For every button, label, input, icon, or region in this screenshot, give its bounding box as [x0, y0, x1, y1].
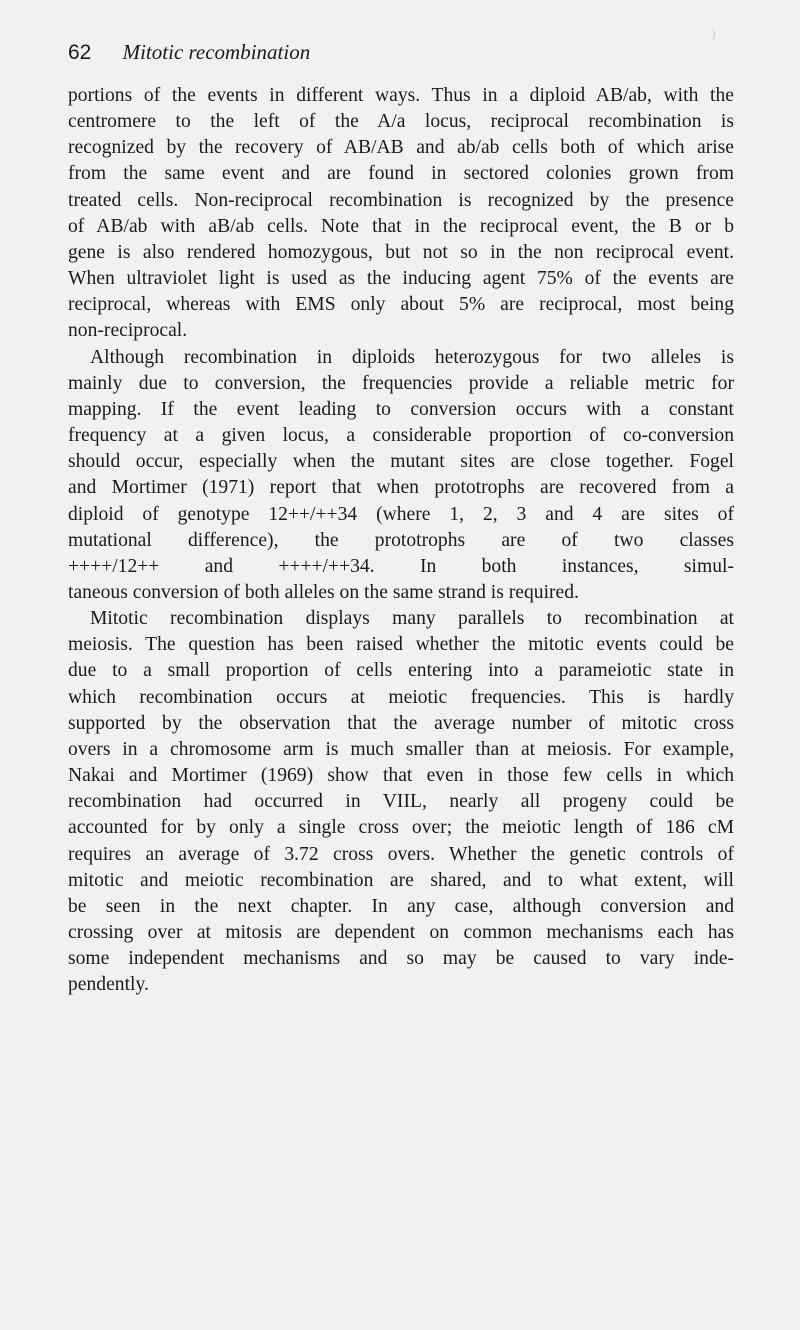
text-line: mapping. If the event leading to conversion occurs with a constant: [68, 398, 734, 420]
text-line: from the same event and are found in sectored colonies grown from: [68, 163, 734, 185]
text-line: mitotic and meiotic recombination are shared, and to what extent, will: [68, 869, 734, 891]
text-line: which recombination occurs at meiotic frequencies. This is hardly: [68, 686, 734, 708]
text-line: mainly due to conversion, the frequencies provide a reliable metric for: [68, 372, 734, 394]
text-line: and Mortimer (1971) report that when prototrophs are recovered from a: [68, 477, 734, 499]
paragraph-2: [68, 345, 734, 607]
stray-mark: [708, 28, 715, 42]
text-line: reciprocal, whereas with EMS only about 5% are reciprocal, most being: [68, 294, 734, 316]
text-line: should occur, especially when the mutant sites are close together. Fogel: [68, 451, 734, 473]
page-header: [68, 40, 310, 65]
text-line: supported by the observation that the average number of mitotic cross: [68, 712, 734, 734]
paragraph-3: [68, 606, 734, 998]
text-line: diploid of genotype 12++/++34 (where 1, 2, 3 and 4 are sites of: [68, 503, 734, 525]
running-title: Mitotic recombination: [122, 40, 311, 64]
text-line: Mitotic recombination displays many parallels to recombination at: [90, 608, 734, 630]
text-line: non-reciprocal.: [68, 320, 188, 342]
text-line: taneous conversion of both alleles on the same strand is required.: [68, 581, 579, 603]
text-line: overs in a chromosome arm is much smaller than at meiosis. For example,: [68, 738, 734, 760]
text-line: Nakai and Mortimer (1969) show that even in those few cells in which: [68, 765, 734, 787]
text-line: Although recombination in diploids heterozygous for two alleles is: [90, 346, 734, 368]
text-line: ++++/12++ and ++++/++34. In both instances, simul-: [68, 555, 734, 577]
page-number: 62: [68, 41, 92, 64]
text-line: When ultraviolet light is used as the inducing agent 75% of the events are: [68, 268, 734, 290]
text-line: treated cells. Non-reciprocal recombination is recognized by the presence: [68, 189, 734, 211]
text-line: accounted for by only a single cross over; the meiotic length of 186 cM: [68, 817, 734, 839]
text-line: due to a small proportion of cells entering into a parameiotic state in: [68, 660, 734, 682]
text-line: requires an average of 3.72 cross overs. Whether the genetic controls of: [68, 843, 734, 865]
text-line: some independent mechanisms and so may be caused to vary inde-: [68, 948, 734, 970]
text-line: of AB/ab with aB/ab cells. Note that in the reciprocal event, the B or b: [68, 215, 734, 237]
text-line: meiosis. The question has been raised whether the mitotic events could be: [68, 634, 734, 656]
text-line: gene is also rendered homozygous, but not so in the non reciprocal event.: [68, 241, 734, 263]
text-line: be seen in the next chapter. In any case, although conversion and: [68, 895, 734, 917]
text-line: frequency at a given locus, a considerable proportion of co-conversion: [68, 425, 734, 447]
body-text: [68, 83, 734, 998]
text-line: pendently.: [68, 974, 149, 996]
text-line: centromere to the left of the A/a locus, reciprocal recombination is: [68, 111, 734, 133]
text-line: recognized by the recovery of AB/AB and ab/ab cells both of which arise: [68, 137, 734, 159]
text-line: portions of the events in different ways. Thus in a diploid AB/ab, with the: [68, 85, 734, 106]
text-line: mutational difference), the prototrophs are of two classes: [68, 529, 734, 551]
text-line: recombination had occurred in VIIL, nearly all progeny could be: [68, 791, 734, 813]
paragraph-1: [68, 83, 734, 345]
text-line: crossing over at mitosis are dependent on common mechanisms each has: [68, 922, 734, 943]
